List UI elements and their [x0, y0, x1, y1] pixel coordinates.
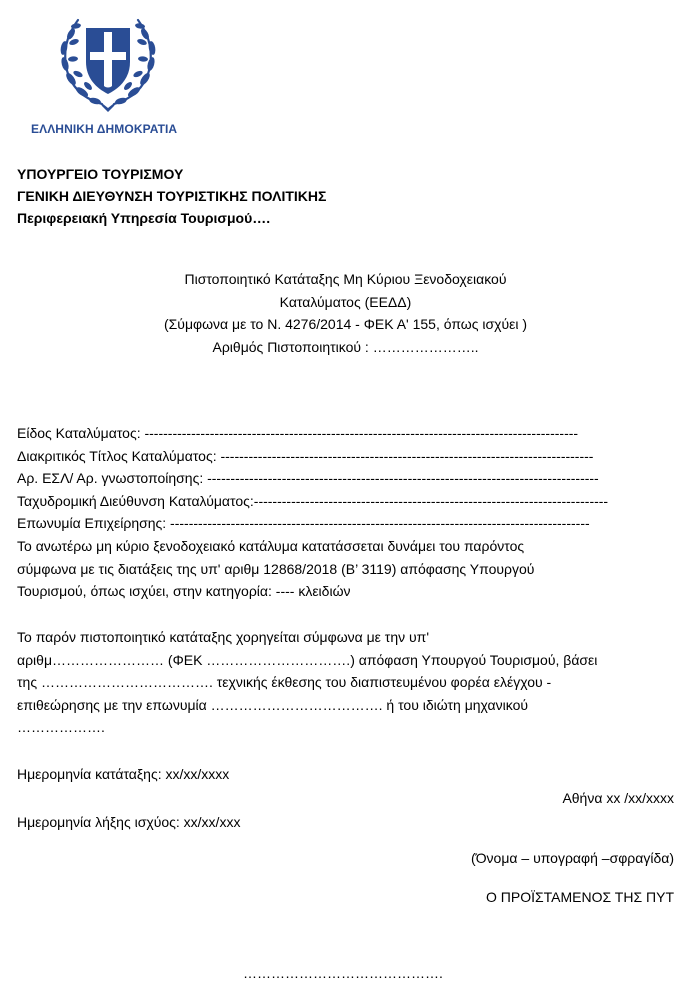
- paragraph-line: Τουρισμού, όπως ισχύει, στην κατηγορία: ---- κλειδιών: [17, 583, 351, 599]
- place-date: Αθήνα xx /xx/xxxx: [562, 790, 674, 806]
- paragraph-line: Το ανωτέρω μη κύριο ξενοδοχειακό κατάλυμα κατατάσσεται δυνάμει του παρόντος: [17, 538, 525, 554]
- certificate-title-line: Καταλύματος (ΕΕΔΔ): [279, 293, 412, 310]
- certificate-number-line: Αριθμός Πιστοποιητικού : …………………..: [212, 338, 479, 355]
- accommodation-fields: [17, 422, 679, 535]
- field-postal-address: Ταχυδρομική Διεύθυνση Καταλύματος:----------------------------------------------------------------------------: [17, 492, 609, 509]
- signatory-role: Ο ΠΡΟΪΣΤΑΜΕΝΟΣ ΤΗΣ ΠΥΤ: [485, 889, 674, 905]
- classification-paragraph: [17, 535, 679, 603]
- field-accommodation-type: Είδος Καταλύματος: ---------------------------------------------------------------------------------------------: [17, 425, 579, 441]
- signatory-name-line: …………………………………….: [243, 965, 443, 981]
- field-distinctive-title: Διακριτικός Τίτλος Καταλύματος: --------------------------------------------------------------------------------: [17, 447, 594, 464]
- ministry-block: [17, 163, 326, 229]
- paragraph-line: της ………………………………. τεχνικής έκθεσης του διαπιστευμένου φορέα ελέγχου -: [17, 674, 552, 690]
- certificate-title-line: Πιστοποιητικό Κατάταξης Μη Κύριου Ξενοδοχειακού: [184, 271, 507, 287]
- grant-paragraph: [17, 626, 679, 739]
- regional-service-line: Περιφερειακή Υπηρεσία Τουρισμού….: [17, 210, 271, 226]
- certificate-title: [0, 268, 691, 358]
- ministry-line: ΥΠΟΥΡΓΕΙΟ ΤΟΥΡΙΣΜΟΥ: [17, 166, 184, 182]
- paragraph-line: αριθμ…………………… (ΦΕΚ ………………………….) απόφαση Υπουργού Τουρισμού, βάσει: [17, 651, 598, 668]
- paragraph-line: επιθεώρησης με την επωνυμία ………………………………. ή του ιδιώτη μηχανικού: [17, 696, 529, 713]
- classification-date: Ημερομηνία κατάταξης: xx/xx/xxxx: [17, 766, 230, 782]
- directorate-line: ΓΕΝΙΚΗ ΔΙΕΥΘΥΝΣΗ ΤΟΥΡΙΣΤΙΚΗΣ ΠΟΛΙΤΙΚΗΣ: [17, 188, 327, 204]
- republic-label: ΕΛΛΗΝΙΚΗ ΔΗΜΟΚΡΑΤΙΑ: [31, 122, 178, 136]
- paragraph-line: Το παρόν πιστοποιητικό κατάταξης χορηγείται σύμφωνα με την υπ': [17, 629, 430, 645]
- paragraph-line: ……………….: [17, 719, 105, 735]
- field-business-name: Επωνυμία Επιχείρησης: ------------------------------------------------------------------------------------------: [17, 515, 590, 531]
- legal-basis-line: (Σύμφωνα με το Ν. 4276/2014 - ΦΕΚ Α' 155, όπως ισχύει ): [163, 316, 528, 332]
- signature-note: (Όνομα – υπογραφή –σφραγίδα): [471, 850, 674, 866]
- expiry-date: Ημερομηνία λήξης ισχύος: xx/xx/xxx: [17, 814, 241, 830]
- greek-coat-of-arms-icon: [52, 4, 164, 116]
- paragraph-line: σύμφωνα με τις διατάξεις της υπ' αριθμ 12868/2018 (Β’ 3119) απόφασης Υπουργού: [17, 560, 535, 577]
- field-registration-number: Αρ. ΕΣΛ/ Αρ. γνωστοποίησης: ------------------------------------------------------------------------------------: [17, 470, 599, 486]
